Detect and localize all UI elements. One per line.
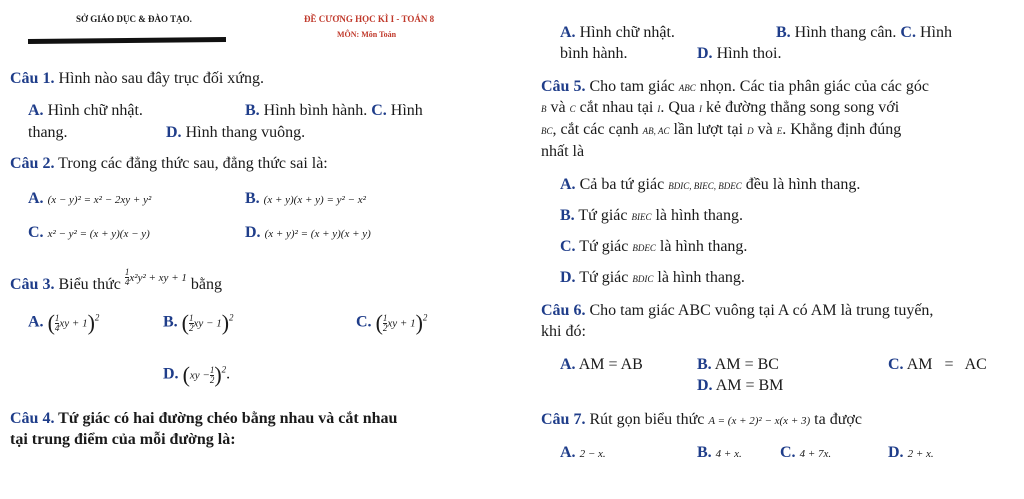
q5-stem-line4: nhất là	[541, 143, 585, 160]
q4-option-a: A. Hình chữ nhật.	[560, 24, 675, 41]
q7-option-c: C. 4 + 7x.	[780, 444, 832, 461]
q7-stem: Câu 7. Rút gọn biểu thức A = (x + 2)² − x(x + 3) ta được	[541, 411, 862, 428]
q5-option-c: C. Tứ giác BDEC là hình thang.	[560, 238, 748, 255]
header-subject: MÔN: Môn Toán	[337, 30, 397, 39]
q3-option-d: D. (xy − $\frac{1}{2}$ )$^2$.	[163, 362, 231, 387]
q7-option-d: D. 2 + x.	[888, 444, 934, 461]
header-title: ĐỀ CƯƠNG HỌC KÌ I - TOÁN 8	[304, 14, 435, 24]
q2-option-b: B. (x + y)(x + y) = y² − x²	[245, 190, 366, 207]
q1-option-c-cont: thang.	[28, 124, 68, 141]
q6-stem-cont: khi đó:	[541, 323, 586, 340]
q7-option-b: B. 4 + x.	[697, 444, 742, 461]
q6-option-c: C. AM = AC	[888, 356, 987, 373]
q1-option-d: D. Hình thang vuông.	[166, 124, 306, 141]
q7-option-a: A. 2 − x.	[560, 444, 606, 461]
q6-option-a: A. AM = AB	[560, 356, 643, 373]
q5-option-a: A. Cả ba tứ giác BDIC, BIEC, BDEC đều là hình thang.	[560, 176, 861, 193]
q1-stem: Câu 1. Hình nào sau đây trục đối xứng.	[10, 70, 264, 87]
q3-stem: Câu 3. Biểu thức $\frac{1}{4}$ $^{x^2y^2 + xy + 1}$ bằng	[10, 267, 222, 293]
q4-stem-cont: tại trung điểm của mỗi đường là:	[10, 431, 236, 448]
q6-option-b: B. AM = BC	[697, 356, 779, 373]
q3-option-b: B. ( $\frac{1}{2}$ xy − 1)$^2$	[163, 310, 234, 335]
header-dept: SỞ GIÁO DỤC & ĐÀO TẠO.	[76, 14, 192, 24]
redaction-bar	[28, 37, 226, 44]
q1-option-b: B. Hình bình hành. C. Hình	[245, 102, 423, 119]
q1-option-a: A. Hình chữ nhật.	[28, 102, 143, 119]
q2-option-c: C. x² − y² = (x + y)(x − y)	[28, 224, 150, 241]
q5-option-b: B. Tứ giác BIEC là hình thang.	[560, 207, 744, 224]
q2-stem: Câu 2. Trong các đẳng thức sau, đẳng thức sai là:	[10, 155, 328, 172]
q2-option-d: D. (x + y)² = (x + y)(x + y)	[245, 224, 371, 241]
q4-option-d: D. Hình thoi.	[697, 45, 782, 62]
q5-option-d: D. Tứ giác BDIC là hình thang.	[560, 269, 745, 286]
q4-option-c-cont: bình hành.	[560, 45, 628, 62]
q4-stem: Câu 4. Tứ giác có hai đường chéo bằng nhau và cắt nhau	[10, 410, 398, 427]
q6-option-d: D. AM = BM	[697, 377, 784, 394]
q4-option-b: B. Hình thang cân. C. Hình	[776, 24, 952, 41]
q3-option-c: C. ( $\frac{1}{2}$ xy + 1)$^2$	[356, 310, 428, 335]
q3-option-a: A. ( $\frac{1}{4}$ xy + 1)$^2$	[28, 310, 100, 335]
q2-option-a: A. (x − y)² = x² − 2xy + y²	[28, 190, 152, 207]
q5-stem-line2: B và C cắt nhau tại I. Qua I kẻ đường thẳng song song với	[541, 99, 900, 116]
q5-stem-line1: Câu 5. Cho tam giác ABC nhọn. Các tia phân giác của các góc	[541, 78, 929, 95]
q5-stem-line3: BC, cắt các cạnh AB, AC lần lượt tại D và E. Khẳng định đúng	[541, 121, 902, 138]
q6-stem: Câu 6. Cho tam giác ABC vuông tại A có AM là trung tuyến,	[541, 302, 934, 319]
